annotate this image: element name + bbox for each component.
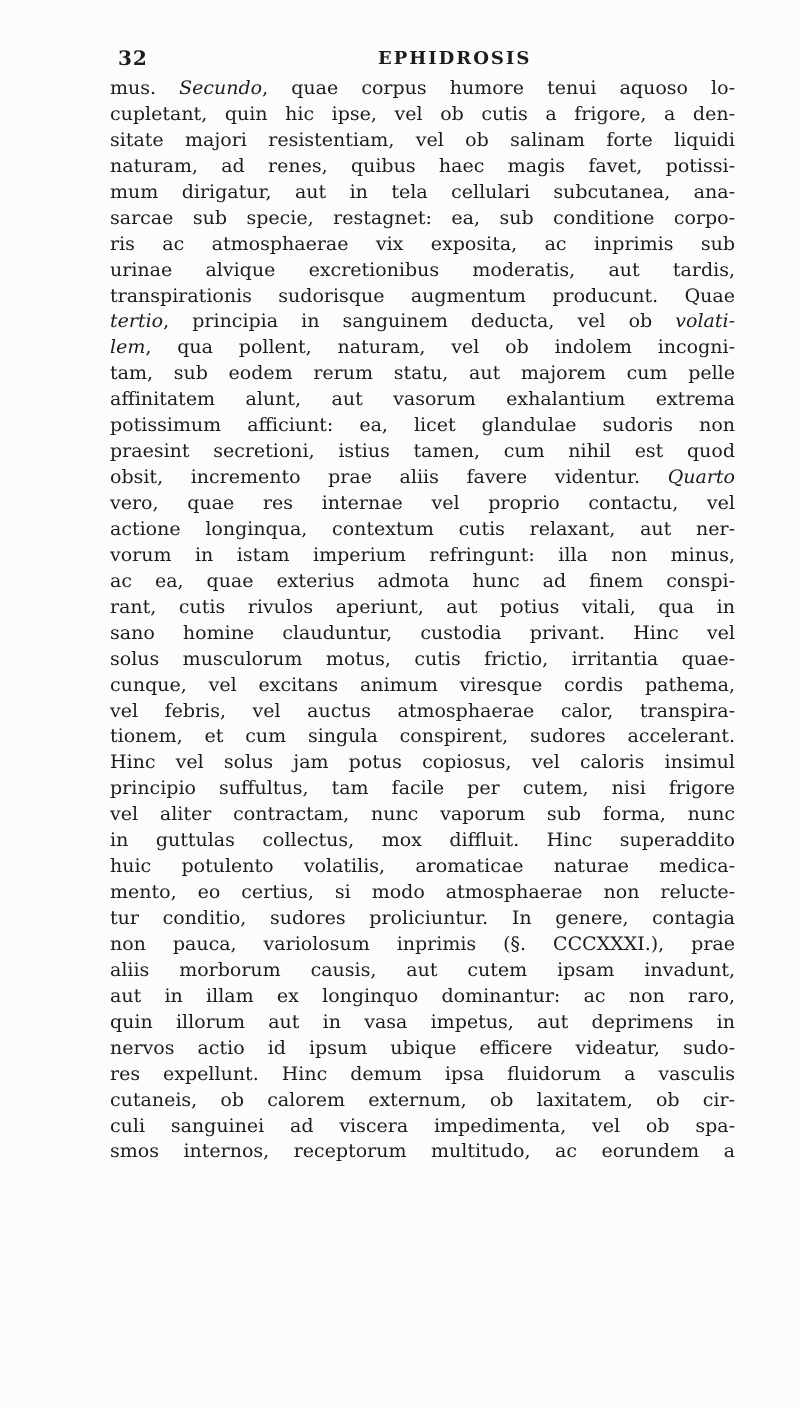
text-line <box>110 413 735 439</box>
text-segment: vel aliter contractam, nunc vaporum sub forma, nunc <box>110 803 735 826</box>
text-line <box>110 828 735 854</box>
text-line <box>110 102 735 128</box>
text-line <box>110 854 735 880</box>
text-segment: culi sanguinei ad viscera impedimenta, vel ob spa- <box>110 1114 735 1137</box>
text-segment: Hinc vel solus jam potus copiosus, vel caloris insimul <box>110 751 735 774</box>
text-line <box>110 439 735 465</box>
text-line <box>110 284 735 310</box>
text-segment: urinae alvique excretionibus moderatis, aut tardis, <box>110 258 735 281</box>
text-line <box>110 1139 735 1165</box>
text-line <box>110 569 735 595</box>
text-segment: tam, sub eodem rerum statu, aut majorem cum pelle <box>110 362 735 385</box>
text-segment: huic potulento volatilis, aromaticae naturae medica- <box>110 855 735 878</box>
text-line <box>110 232 735 258</box>
text-line <box>110 984 735 1010</box>
text-segment: aut in illam ex longinquo dominantur: ac non raro, <box>110 984 735 1007</box>
text-segment: potissimum afficiunt: ea, licet glandulae sudoris non <box>110 414 735 437</box>
text-segment: praesint secretioni, istius tamen, cum nihil est quod <box>110 440 735 463</box>
text-segment: cupletant, quin hic ipse, vel ob cutis a frigore, a den- <box>110 102 735 125</box>
text-line <box>110 128 735 154</box>
text-segment: obsit, incremento prae aliis favere videntur. <box>110 466 668 489</box>
text-line <box>110 621 735 647</box>
text-line <box>110 76 735 102</box>
text-line <box>110 932 735 958</box>
text-segment: actione longinqua, contextum cutis relaxant, aut ner- <box>110 517 735 540</box>
text-line <box>110 180 735 206</box>
text-segment: nervos actio id ipsum ubique efficere videatur, sudo- <box>110 1036 735 1059</box>
text-segment: mus. <box>110 77 180 99</box>
text-line <box>110 1088 735 1114</box>
text-segment: non pauca, variolosum inprimis (§. CCCXXXI.), prae <box>110 932 735 955</box>
text-line <box>110 154 735 180</box>
text-segment: naturam, ad renes, quibus haec magis favet, potissi- <box>110 154 735 177</box>
text-line <box>110 750 735 776</box>
body-text <box>110 76 735 1165</box>
text-segment: ac ea, quae exterius admota hunc ad finem conspi- <box>110 569 735 592</box>
text-segment: , qua pollent, naturam, vel ob indolem incogni- <box>145 336 735 359</box>
text-segment: tur conditio, sudores proliciuntur. In genere, contagia <box>110 907 735 929</box>
text-line <box>110 465 735 491</box>
text-line <box>110 258 735 284</box>
text-line <box>110 647 735 673</box>
page-number: 32 <box>118 46 148 70</box>
text-segment: res expellunt. Hinc demum ipsa fluidorum a vasculis <box>110 1062 735 1085</box>
text-segment: cutaneis, ob calorem externum, ob laxitatem, ob cir- <box>110 1088 735 1111</box>
text-line <box>110 880 735 906</box>
text-line <box>110 491 735 517</box>
text-line <box>110 361 735 387</box>
italic-text-segment: Secundo <box>179 77 263 99</box>
text-line <box>110 1036 735 1062</box>
text-segment: aliis morborum causis, aut cutem ipsam invadunt, <box>110 958 735 981</box>
text-line <box>110 1010 735 1036</box>
text-line <box>110 595 735 621</box>
text-line <box>110 724 735 750</box>
text-segment: smos internos, receptorum multitudo, ac eorundem a <box>110 1140 735 1163</box>
running-title: EPHIDROSIS <box>378 48 532 69</box>
text-line <box>110 206 735 232</box>
text-segment: affinitatem alunt, aut vasorum exhalantium extrema <box>110 388 735 411</box>
text-segment: vero, quae res internae vel proprio contactu, vel <box>110 492 735 514</box>
italic-text-segment: Quarto <box>667 466 735 489</box>
italic-text-segment: volati- <box>675 310 735 333</box>
text-segment: vorum in istam imperium refringunt: illa non minus, <box>110 543 735 566</box>
text-segment: sano homine clauduntur, custodia privant. Hinc vel <box>110 621 735 644</box>
italic-text-segment: tertio <box>110 310 164 333</box>
text-segment: solus musculorum motus, cutis frictio, irritantia quae- <box>110 647 735 670</box>
running-head <box>118 46 728 76</box>
italic-text-segment: lem <box>110 336 146 359</box>
text-segment: mum dirigatur, aut in tela cellulari subcutanea, ana- <box>110 180 735 203</box>
text-segment: , principia in sanguinem deducta, vel ob <box>163 310 676 333</box>
text-segment: quin illorum aut in vasa impetus, aut deprimens in <box>110 1010 735 1033</box>
text-segment: principio suffultus, tam facile per cutem, nisi frigore <box>110 777 735 800</box>
text-line <box>110 906 735 932</box>
text-segment: mento, eo certius, si modo atmosphaerae non relucte- <box>110 881 735 904</box>
text-line <box>110 1062 735 1088</box>
text-line <box>110 802 735 828</box>
text-segment: transpirationis sudorisque augmentum producunt. Quae <box>110 284 735 307</box>
text-segment: ris ac atmosphaerae vix exposita, ac inprimis sub <box>110 232 735 255</box>
text-line <box>110 309 735 335</box>
text-segment: , quae corpus humore tenui aquoso lo- <box>262 77 735 99</box>
text-segment: rant, cutis rivulos aperiunt, aut potius vitali, qua in <box>110 595 735 618</box>
text-line <box>110 335 735 361</box>
text-line <box>110 543 735 569</box>
text-line <box>110 776 735 802</box>
text-segment: vel febris, vel auctus atmosphaerae calor, transpira- <box>110 699 735 722</box>
text-line <box>110 517 735 543</box>
text-line <box>110 958 735 984</box>
text-line <box>110 387 735 413</box>
text-line <box>110 699 735 725</box>
text-segment: sarcae sub specie, restagnet: ea, sub conditione corpo- <box>110 206 735 229</box>
text-line <box>110 673 735 699</box>
text-line <box>110 1114 735 1140</box>
text-segment: cunque, vel excitans animum viresque cordis pathema, <box>110 673 735 696</box>
text-segment: sitate majori resistentiam, vel ob salinam forte liquidi <box>110 128 735 151</box>
text-segment: in guttulas collectus, mox diffluit. Hinc superaddito <box>110 829 735 852</box>
text-segment: tionem, et cum singula conspirent, sudores accelerant. <box>110 725 735 748</box>
